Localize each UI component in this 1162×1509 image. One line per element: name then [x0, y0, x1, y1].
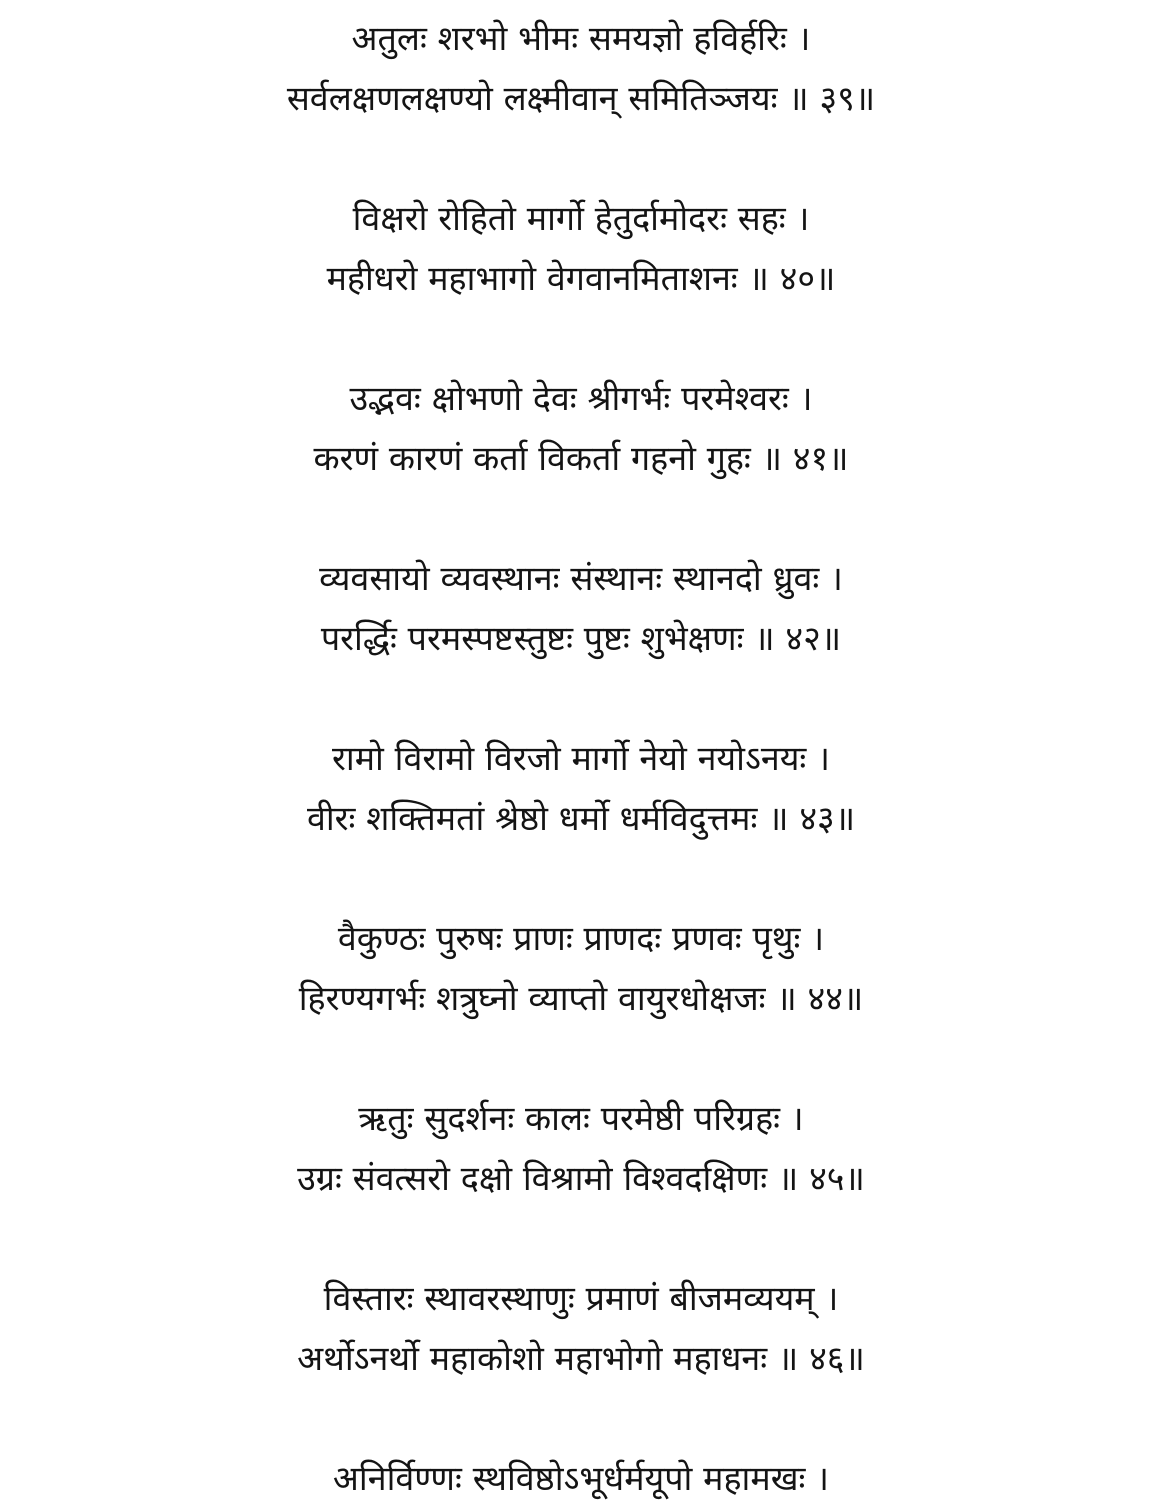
verse-line: वैकुण्ठः पुरुषः प्राणः प्राणदः प्रणवः पृथुः । — [337, 919, 825, 959]
verse-40 — [0, 189, 1162, 309]
verse-line: व्यवसायो व्यवस्थानः संस्थानः स्थानदो ध्रुवः । — [319, 559, 843, 599]
verse-44 — [0, 909, 1162, 1029]
verse-line: विस्तारः स्थावरस्थाणुः प्रमाणं बीजमव्ययम् । — [323, 1279, 839, 1319]
verse-line: सर्वलक्षणलक्षण्यो लक्ष्मीवान् समितिञ्जयः ॥ ३९॥ — [286, 79, 876, 119]
verse-line: अनिर्विण्णः स्थविष्ठोऽभूर्धर्मयूपो महामखः । — [332, 1459, 830, 1499]
verse-line: उद्भवः क्षोभणो देवः श्रीगर्भः परमेश्वरः । — [349, 379, 813, 419]
verse-line: करणं कारणं कर्ता विकर्ता गहनो गुहः ॥ ४१॥ — [313, 439, 849, 479]
verse-line: ऋतुः सुदर्शनः कालः परमेष्ठी परिग्रहः । — [358, 1099, 804, 1139]
verse-47-partial — [0, 1449, 1162, 1509]
verse-line: विक्षरो रोहितो मार्गो हेतुर्दामोदरः सहः । — [352, 199, 810, 239]
verse-39 — [0, 9, 1162, 129]
verse-41 — [0, 369, 1162, 489]
verse-43 — [0, 729, 1162, 849]
verse-line: रामो विरामो विरजो मार्गो नेयो नयोऽनयः । — [331, 739, 830, 779]
verse-line: वीरः शक्तिमतां श्रेष्ठो धर्मो धर्मविदुत्तमः ॥ ४३॥ — [306, 799, 856, 839]
verse-line: हिरण्यगर्भः शत्रुघ्नो व्याप्तो वायुरधोक्षजः ॥ ४४॥ — [298, 979, 864, 1019]
verse-list — [0, 9, 1162, 1509]
verse-line: महीधरो महाभागो वेगवानमिताशनः ॥ ४०॥ — [326, 259, 836, 299]
verse-42 — [0, 549, 1162, 669]
verse-45 — [0, 1089, 1162, 1209]
verse-line: अतुलः शरभो भीमः समयज्ञो हविर्हरिः । — [351, 19, 811, 59]
verse-line: अर्थोऽनर्थो महाकोशो महाभोगो महाधनः ॥ ४६॥ — [297, 1339, 865, 1379]
verse-46 — [0, 1269, 1162, 1389]
verse-line: उग्रः संवत्सरो दक्षो विश्रामो विश्वदक्षिणः ॥ ४५॥ — [297, 1159, 865, 1199]
verse-line: परर्द्धिः परमस्पष्टस्तुष्टः पुष्टः शुभेक्षणः ॥ ४२॥ — [320, 619, 842, 659]
